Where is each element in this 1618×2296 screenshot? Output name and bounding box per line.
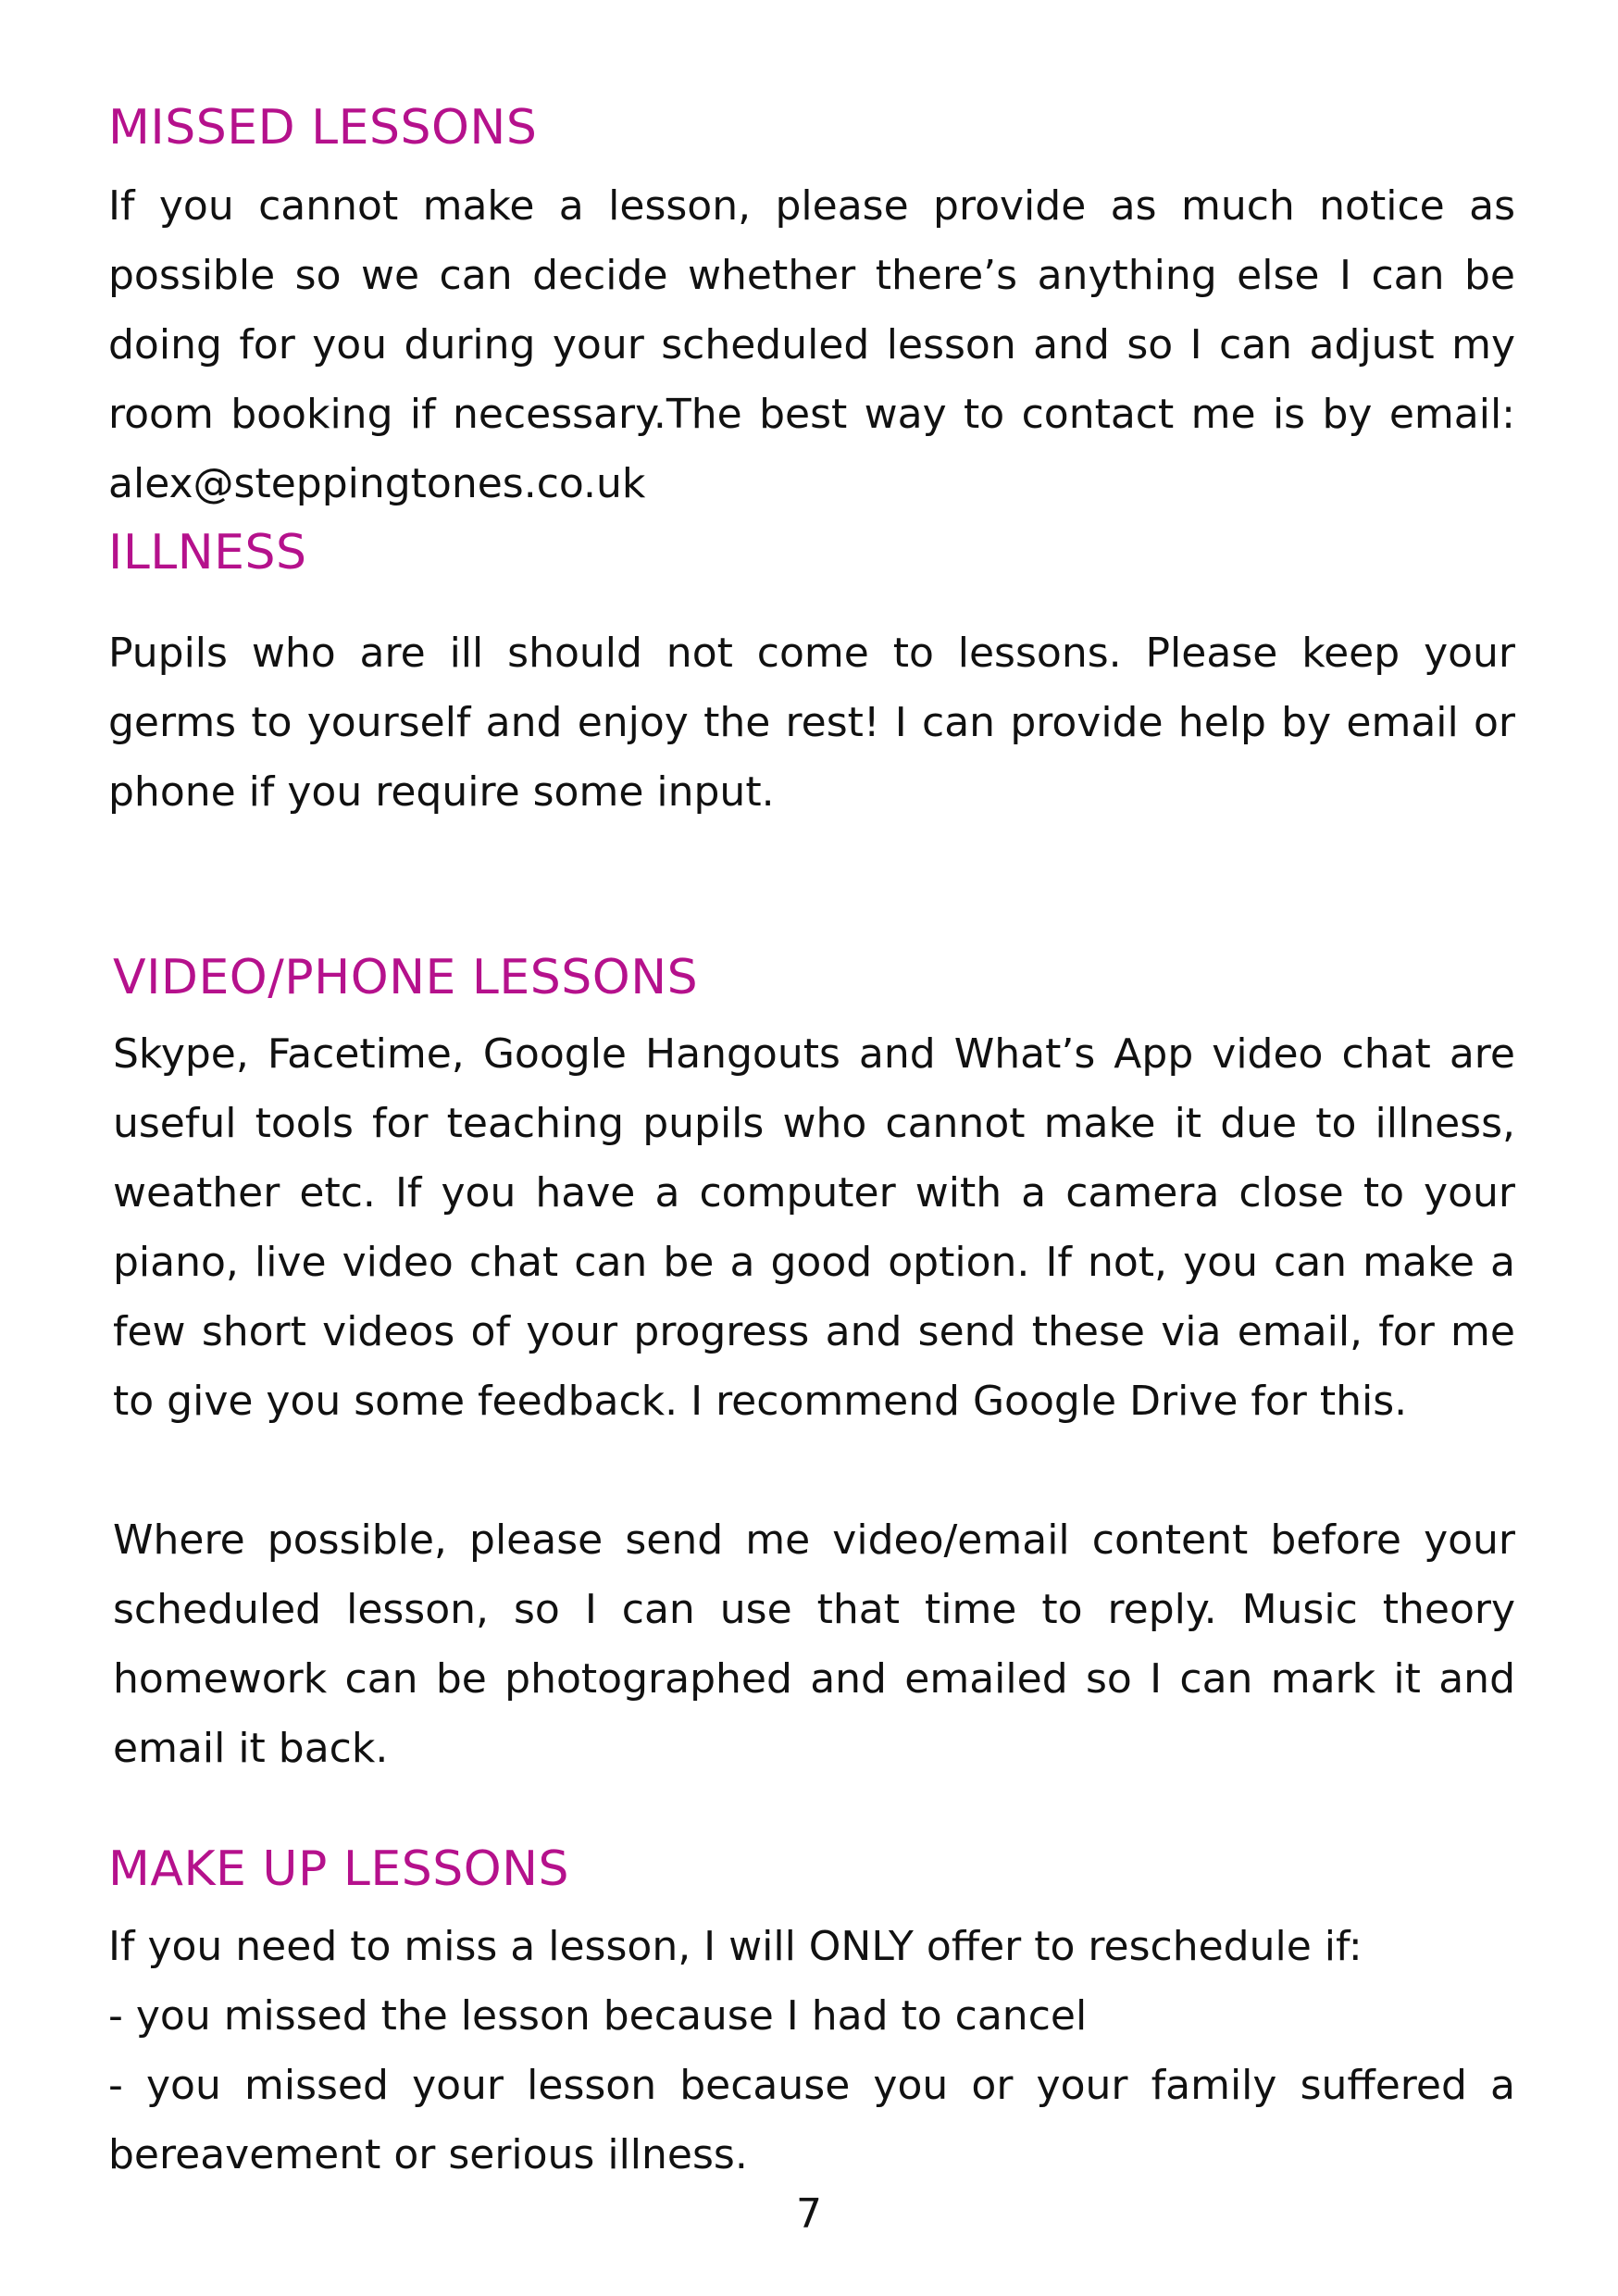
missed-lessons-body: If you cannot make a lesson, please provide as much notice as possible so we can decide whether there’s anything else I can be doing for you during your scheduled lesson and so I can adjust my room booking if necessary.The best way to contact me is by email: alex@steppingtones.co.uk xyxy=(108,182,1515,507)
video-phone-lessons-body-2: Where possible, please send me video/email content before your scheduled lesson, so I can use that time to reply. Music theory homework can be photographed and emailed so I can mark it and email it back. xyxy=(113,1516,1515,1772)
make-up-lessons-condition-1: - you missed the lesson because I had to cancel xyxy=(108,1992,1088,2040)
section-video-phone-lessons xyxy=(113,948,1515,1783)
make-up-lessons-condition-2: - you missed your lesson because you or your family suffered a bereavement or serious illness. xyxy=(108,2062,1515,2178)
illness-body: Pupils who are ill should not come to lessons. Please keep your germs to yourself and enjoy the rest! I can provide help by email or phone if you require some input. xyxy=(108,630,1515,816)
missed-lessons-heading: MISSED LESSONS xyxy=(108,100,538,156)
video-phone-lessons-body: Skype, Facetime, Google Hangouts and What’s App video chat are useful tools for teaching pupils who cannot make it due to illness, weather etc. If you have a computer with a camera close to your piano, live video chat can be a good option. If not, you can make a few short videos of your progress and send these via email, for me to give you some feedback. I recommend Google Drive for this. xyxy=(113,1030,1515,1425)
illness-heading: ILLNESS xyxy=(108,525,307,580)
make-up-lessons-heading: MAKE UP LESSONS xyxy=(108,1841,570,1897)
section-make-up-lessons xyxy=(108,1840,1515,2190)
section-illness xyxy=(108,523,1515,827)
page-number: 7 xyxy=(796,2190,822,2238)
section-missed-lessons xyxy=(108,98,1515,518)
make-up-lessons-intro: If you need to miss a lesson, I will ONLY offer to reschedule if: xyxy=(108,1923,1363,1970)
video-phone-lessons-heading: VIDEO/PHONE LESSONS xyxy=(113,950,699,1005)
